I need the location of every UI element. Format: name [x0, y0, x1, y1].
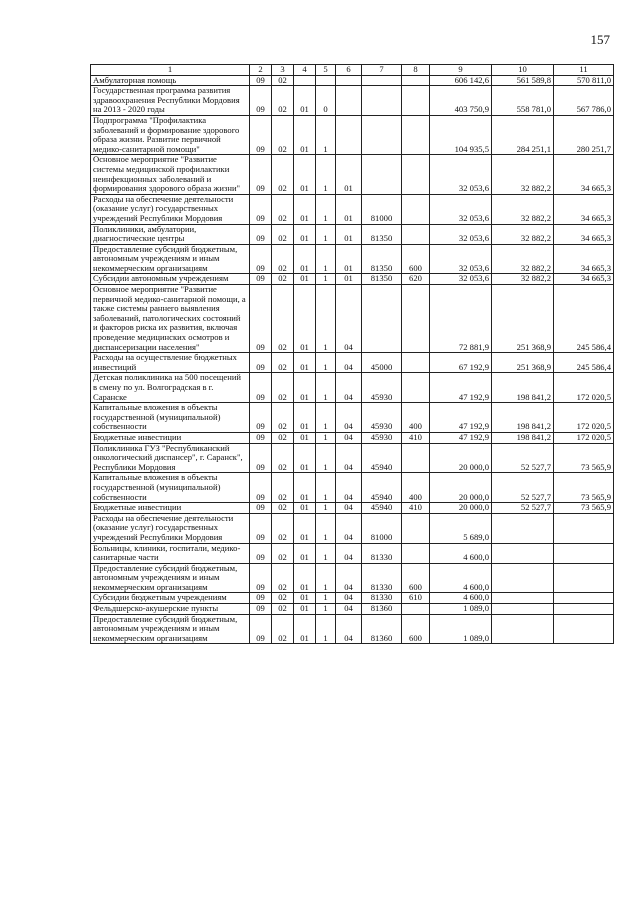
section-code-cell: 09	[250, 473, 272, 503]
direction-code-cell: 81330	[362, 543, 402, 563]
subsection-code-cell: 02	[272, 285, 294, 353]
activity-code-cell: 04	[336, 353, 362, 373]
table-row	[91, 86, 614, 116]
program-code-cell: 01	[294, 432, 316, 443]
table-row	[91, 443, 614, 473]
subprogram-code-cell: 1	[316, 593, 336, 604]
direction-code-cell	[362, 75, 402, 86]
section-code-cell: 09	[250, 593, 272, 604]
direction-code-cell	[362, 285, 402, 353]
section-code-cell: 09	[250, 353, 272, 373]
program-code-cell: 01	[294, 513, 316, 543]
subprogram-code-cell: 1	[316, 432, 336, 443]
row-name-cell: Поликлиники, амбулатории, диагностические центры	[91, 224, 250, 244]
subsection-code-cell: 02	[272, 86, 294, 116]
amount-col9-cell: 20 000,0	[430, 443, 492, 473]
amount-col9-cell: 47 192,9	[430, 432, 492, 443]
direction-code-cell: 45000	[362, 353, 402, 373]
section-code-cell: 09	[250, 373, 272, 403]
row-name-cell: Детская поликлиника на 500 посещений в смену по ул. Волгоградская в г. Саранске	[91, 373, 250, 403]
program-code-cell: 01	[294, 155, 316, 194]
direction-code-cell: 45930	[362, 432, 402, 443]
amount-col10-cell: 198 841,2	[492, 403, 554, 433]
expense-type-cell: 600	[402, 563, 430, 593]
amount-col10-cell: 52 527,7	[492, 443, 554, 473]
amount-col11-cell	[554, 604, 614, 615]
activity-code-cell: 01	[336, 274, 362, 285]
activity-code-cell: 04	[336, 604, 362, 615]
amount-col10-cell	[492, 513, 554, 543]
section-code-cell: 09	[250, 115, 272, 154]
amount-col11-cell	[554, 543, 614, 563]
subsection-code-cell: 02	[272, 432, 294, 443]
section-code-cell: 09	[250, 155, 272, 194]
direction-code-cell: 81330	[362, 593, 402, 604]
section-code-cell: 09	[250, 274, 272, 285]
program-code-cell: 01	[294, 224, 316, 244]
subsection-code-cell: 02	[272, 353, 294, 373]
table-row	[91, 224, 614, 244]
amount-col9-cell: 67 192,9	[430, 353, 492, 373]
program-code-cell: 01	[294, 115, 316, 154]
amount-col11-cell: 34 665,3	[554, 194, 614, 224]
subprogram-code-cell: 1	[316, 513, 336, 543]
direction-code-cell: 81350	[362, 224, 402, 244]
section-code-cell: 09	[250, 543, 272, 563]
program-code-cell: 01	[294, 563, 316, 593]
amount-col11-cell: 280 251,7	[554, 115, 614, 154]
subprogram-code-cell: 1	[316, 373, 336, 403]
direction-code-cell	[362, 115, 402, 154]
budget-table	[90, 64, 614, 644]
program-code-cell: 01	[294, 503, 316, 514]
section-code-cell: 09	[250, 503, 272, 514]
column-header: 7	[362, 65, 402, 76]
subsection-code-cell: 02	[272, 155, 294, 194]
amount-col11-cell: 34 665,3	[554, 244, 614, 274]
direction-code-cell: 45940	[362, 503, 402, 514]
amount-col10-cell	[492, 593, 554, 604]
table-row	[91, 115, 614, 154]
direction-code-cell: 81360	[362, 604, 402, 615]
expense-type-cell	[402, 194, 430, 224]
subprogram-code-cell: 1	[316, 443, 336, 473]
activity-code-cell	[336, 115, 362, 154]
direction-code-cell: 45930	[362, 403, 402, 433]
activity-code-cell: 04	[336, 513, 362, 543]
amount-col9-cell: 32 053,6	[430, 155, 492, 194]
column-header: 9	[430, 65, 492, 76]
table-row	[91, 373, 614, 403]
amount-col10-cell	[492, 614, 554, 644]
activity-code-cell: 01	[336, 244, 362, 274]
section-code-cell: 09	[250, 443, 272, 473]
table-row	[91, 403, 614, 433]
expense-type-cell	[402, 373, 430, 403]
activity-code-cell: 04	[336, 614, 362, 644]
column-header: 5	[316, 65, 336, 76]
subsection-code-cell: 02	[272, 115, 294, 154]
column-header: 8	[402, 65, 430, 76]
direction-code-cell: 45930	[362, 373, 402, 403]
amount-col11-cell: 245 586,4	[554, 353, 614, 373]
table-row	[91, 503, 614, 514]
section-code-cell: 09	[250, 432, 272, 443]
column-header: 11	[554, 65, 614, 76]
header-row	[91, 65, 614, 76]
row-name-cell: Государственная программа развития здравоохранения Республики Мордовия на 2013 - 2020 годы	[91, 86, 250, 116]
expense-type-cell: 600	[402, 244, 430, 274]
subprogram-code-cell: 1	[316, 155, 336, 194]
section-code-cell: 09	[250, 75, 272, 86]
amount-col10-cell: 32 882,2	[492, 274, 554, 285]
amount-col9-cell: 20 000,0	[430, 503, 492, 514]
program-code-cell: 01	[294, 244, 316, 274]
subsection-code-cell: 02	[272, 563, 294, 593]
expense-type-cell	[402, 155, 430, 194]
amount-col10-cell: 32 882,2	[492, 224, 554, 244]
subsection-code-cell: 02	[272, 244, 294, 274]
amount-col10-cell: 251 368,9	[492, 353, 554, 373]
amount-col9-cell: 32 053,6	[430, 224, 492, 244]
row-name-cell: Бюджетные инвестиции	[91, 432, 250, 443]
section-code-cell: 09	[250, 285, 272, 353]
expense-type-cell: 410	[402, 432, 430, 443]
subsection-code-cell: 02	[272, 503, 294, 514]
section-code-cell: 09	[250, 403, 272, 433]
expense-type-cell: 400	[402, 403, 430, 433]
subsection-code-cell: 02	[272, 403, 294, 433]
section-code-cell: 09	[250, 194, 272, 224]
column-header: 6	[336, 65, 362, 76]
section-code-cell: 09	[250, 513, 272, 543]
table-row	[91, 473, 614, 503]
expense-type-cell: 400	[402, 473, 430, 503]
column-header: 4	[294, 65, 316, 76]
table-row	[91, 75, 614, 86]
table-row	[91, 543, 614, 563]
program-code-cell: 01	[294, 353, 316, 373]
amount-col11-cell: 34 665,3	[554, 224, 614, 244]
activity-code-cell: 04	[336, 503, 362, 514]
program-code-cell: 01	[294, 604, 316, 615]
amount-col9-cell: 47 192,9	[430, 403, 492, 433]
table-row	[91, 353, 614, 373]
table-body	[91, 75, 614, 644]
amount-col10-cell	[492, 543, 554, 563]
subprogram-code-cell: 1	[316, 473, 336, 503]
direction-code-cell: 81350	[362, 244, 402, 274]
amount-col10-cell	[492, 604, 554, 615]
amount-col10-cell: 52 527,7	[492, 473, 554, 503]
amount-col11-cell	[554, 593, 614, 604]
section-code-cell: 09	[250, 224, 272, 244]
subprogram-code-cell: 1	[316, 353, 336, 373]
expense-type-cell: 410	[402, 503, 430, 514]
amount-col9-cell: 72 881,9	[430, 285, 492, 353]
expense-type-cell	[402, 513, 430, 543]
row-name-cell: Поликлиника ГУЗ "Республиканский онкологический диспансер", г. Саранск", Республики Мордовия	[91, 443, 250, 473]
amount-col9-cell: 606 142,6	[430, 75, 492, 86]
row-name-cell: Основное мероприятие "Развитие системы медицинской профилактики неинфекционных заболеваний и формирования здорового образа жизни"	[91, 155, 250, 194]
expense-type-cell	[402, 604, 430, 615]
expense-type-cell	[402, 285, 430, 353]
program-code-cell: 01	[294, 473, 316, 503]
direction-code-cell: 81000	[362, 513, 402, 543]
program-code-cell: 01	[294, 443, 316, 473]
program-code-cell: 01	[294, 373, 316, 403]
subsection-code-cell: 02	[272, 543, 294, 563]
row-name-cell: Основное мероприятие "Развитие первичной медико-санитарной помощи, а также системы раннего выявления заболеваний, патологических состояний и факторов риска их развития, включая проведение медицинских осмотров и диспансеризации населения"	[91, 285, 250, 353]
subprogram-code-cell: 1	[316, 563, 336, 593]
activity-code-cell: 04	[336, 473, 362, 503]
table-row	[91, 563, 614, 593]
subsection-code-cell: 02	[272, 274, 294, 285]
direction-code-cell	[362, 86, 402, 116]
amount-col10-cell: 32 882,2	[492, 244, 554, 274]
table-row	[91, 513, 614, 543]
expense-type-cell: 620	[402, 274, 430, 285]
subprogram-code-cell: 0	[316, 86, 336, 116]
program-code-cell: 01	[294, 593, 316, 604]
amount-col11-cell: 172 020,5	[554, 373, 614, 403]
amount-col9-cell: 20 000,0	[430, 473, 492, 503]
row-name-cell: Больницы, клиники, госпитали, медико-санитарные части	[91, 543, 250, 563]
subprogram-code-cell: 1	[316, 244, 336, 274]
activity-code-cell: 01	[336, 194, 362, 224]
row-name-cell: Субсидии автономным учреждениям	[91, 274, 250, 285]
subsection-code-cell: 02	[272, 224, 294, 244]
subprogram-code-cell: 1	[316, 194, 336, 224]
direction-code-cell: 81350	[362, 274, 402, 285]
table-row	[91, 285, 614, 353]
amount-col9-cell: 4 600,0	[430, 563, 492, 593]
direction-code-cell: 81000	[362, 194, 402, 224]
amount-col9-cell: 1 089,0	[430, 614, 492, 644]
activity-code-cell: 04	[336, 543, 362, 563]
subprogram-code-cell: 1	[316, 604, 336, 615]
expense-type-cell	[402, 86, 430, 116]
activity-code-cell: 04	[336, 373, 362, 403]
amount-col9-cell: 5 689,0	[430, 513, 492, 543]
amount-col11-cell: 34 665,3	[554, 274, 614, 285]
section-code-cell: 09	[250, 563, 272, 593]
expense-type-cell: 610	[402, 593, 430, 604]
amount-col10-cell: 52 527,7	[492, 503, 554, 514]
activity-code-cell: 04	[336, 285, 362, 353]
amount-col9-cell: 32 053,6	[430, 274, 492, 285]
subsection-code-cell: 02	[272, 513, 294, 543]
activity-code-cell: 04	[336, 432, 362, 443]
amount-col9-cell: 104 935,5	[430, 115, 492, 154]
column-header: 10	[492, 65, 554, 76]
activity-code-cell: 04	[336, 593, 362, 604]
subsection-code-cell: 02	[272, 604, 294, 615]
activity-code-cell: 04	[336, 563, 362, 593]
expense-type-cell	[402, 224, 430, 244]
amount-col11-cell: 567 786,0	[554, 86, 614, 116]
amount-col11-cell: 73 565,9	[554, 473, 614, 503]
subsection-code-cell: 02	[272, 373, 294, 403]
activity-code-cell	[336, 75, 362, 86]
section-code-cell: 09	[250, 86, 272, 116]
table-row	[91, 614, 614, 644]
subsection-code-cell: 02	[272, 443, 294, 473]
amount-col10-cell: 32 882,2	[492, 155, 554, 194]
expense-type-cell	[402, 75, 430, 86]
amount-col9-cell: 47 192,9	[430, 373, 492, 403]
subprogram-code-cell: 1	[316, 503, 336, 514]
subsection-code-cell: 02	[272, 593, 294, 604]
program-code-cell: 01	[294, 274, 316, 285]
row-name-cell: Предоставление субсидий бюджетным, автономным учреждениям и иным некоммерческим организациям	[91, 614, 250, 644]
amount-col11-cell	[554, 614, 614, 644]
subprogram-code-cell: 1	[316, 543, 336, 563]
page-number: 157	[590, 32, 610, 47]
expense-type-cell	[402, 443, 430, 473]
row-name-cell: Расходы на обеспечение деятельности (оказание услуг) государственных учреждений Республики Мордовия	[91, 513, 250, 543]
amount-col10-cell: 198 841,2	[492, 432, 554, 443]
amount-col10-cell: 561 589,8	[492, 75, 554, 86]
program-code-cell: 01	[294, 543, 316, 563]
expense-type-cell	[402, 543, 430, 563]
table-row	[91, 432, 614, 443]
subprogram-code-cell: 1	[316, 614, 336, 644]
row-name-cell: Капитальные вложения в объекты государственной (муниципальной) собственности	[91, 473, 250, 503]
row-name-cell: Фельдшерско-акушерские пункты	[91, 604, 250, 615]
program-code-cell: 01	[294, 614, 316, 644]
subprogram-code-cell: 1	[316, 224, 336, 244]
direction-code-cell: 81360	[362, 614, 402, 644]
amount-col9-cell: 32 053,6	[430, 244, 492, 274]
row-name-cell: Предоставление субсидий бюджетным, автономным учреждениям и иным некоммерческим организациям	[91, 244, 250, 274]
direction-code-cell: 45940	[362, 473, 402, 503]
row-name-cell: Субсидии бюджетным учреждениям	[91, 593, 250, 604]
amount-col9-cell: 1 089,0	[430, 604, 492, 615]
amount-col9-cell: 4 600,0	[430, 593, 492, 604]
activity-code-cell: 04	[336, 443, 362, 473]
direction-code-cell	[362, 155, 402, 194]
program-code-cell: 01	[294, 285, 316, 353]
amount-col10-cell: 251 368,9	[492, 285, 554, 353]
row-name-cell: Амбулаторная помощь	[91, 75, 250, 86]
amount-col11-cell: 73 565,9	[554, 503, 614, 514]
section-code-cell: 09	[250, 614, 272, 644]
subprogram-code-cell: 1	[316, 285, 336, 353]
row-name-cell: Бюджетные инвестиции	[91, 503, 250, 514]
table-row	[91, 274, 614, 285]
section-code-cell: 09	[250, 244, 272, 274]
table-row	[91, 593, 614, 604]
row-name-cell: Предоставление субсидий бюджетным, автономным учреждениям и иным некоммерческим организациям	[91, 563, 250, 593]
table-row	[91, 194, 614, 224]
subprogram-code-cell: 1	[316, 274, 336, 285]
subprogram-code-cell	[316, 75, 336, 86]
table-row	[91, 604, 614, 615]
activity-code-cell: 04	[336, 403, 362, 433]
program-code-cell: 01	[294, 403, 316, 433]
subsection-code-cell: 02	[272, 194, 294, 224]
amount-col10-cell: 32 882,2	[492, 194, 554, 224]
column-header: 1	[91, 65, 250, 76]
expense-type-cell: 600	[402, 614, 430, 644]
subprogram-code-cell: 1	[316, 403, 336, 433]
subprogram-code-cell: 1	[316, 115, 336, 154]
row-name-cell: Расходы на обеспечение деятельности (оказание услуг) государственных учреждений Республики Мордовия	[91, 194, 250, 224]
expense-type-cell	[402, 115, 430, 154]
amount-col9-cell: 4 600,0	[430, 543, 492, 563]
subsection-code-cell: 02	[272, 473, 294, 503]
program-code-cell: 01	[294, 86, 316, 116]
amount-col9-cell: 403 750,9	[430, 86, 492, 116]
amount-col11-cell: 172 020,5	[554, 432, 614, 443]
activity-code-cell: 01	[336, 155, 362, 194]
program-code-cell: 01	[294, 194, 316, 224]
row-name-cell: Расходы на осуществление бюджетных инвестиций	[91, 353, 250, 373]
row-name-cell: Капитальные вложения в объекты государственной (муниципальной) собственности	[91, 403, 250, 433]
section-code-cell: 09	[250, 604, 272, 615]
activity-code-cell: 01	[336, 224, 362, 244]
expense-type-cell	[402, 353, 430, 373]
amount-col11-cell: 245 586,4	[554, 285, 614, 353]
column-header: 3	[272, 65, 294, 76]
direction-code-cell: 81330	[362, 563, 402, 593]
table-row	[91, 244, 614, 274]
amount-col11-cell	[554, 563, 614, 593]
column-header: 2	[250, 65, 272, 76]
amount-col10-cell: 198 841,2	[492, 373, 554, 403]
amount-col11-cell: 73 565,9	[554, 443, 614, 473]
amount-col10-cell	[492, 563, 554, 593]
table-row	[91, 155, 614, 194]
program-code-cell	[294, 75, 316, 86]
direction-code-cell: 45940	[362, 443, 402, 473]
activity-code-cell	[336, 86, 362, 116]
subsection-code-cell: 02	[272, 75, 294, 86]
amount-col10-cell: 558 781,0	[492, 86, 554, 116]
amount-col11-cell: 570 811,0	[554, 75, 614, 86]
row-name-cell: Подпрограмма "Профилактика заболеваний и формирование здорового образа жизни. Развитие первичной медико-санитарной помощи"	[91, 115, 250, 154]
amount-col11-cell	[554, 513, 614, 543]
amount-col11-cell: 34 665,3	[554, 155, 614, 194]
amount-col10-cell: 284 251,1	[492, 115, 554, 154]
subsection-code-cell: 02	[272, 614, 294, 644]
amount-col9-cell: 32 053,6	[430, 194, 492, 224]
amount-col11-cell: 172 020,5	[554, 403, 614, 433]
